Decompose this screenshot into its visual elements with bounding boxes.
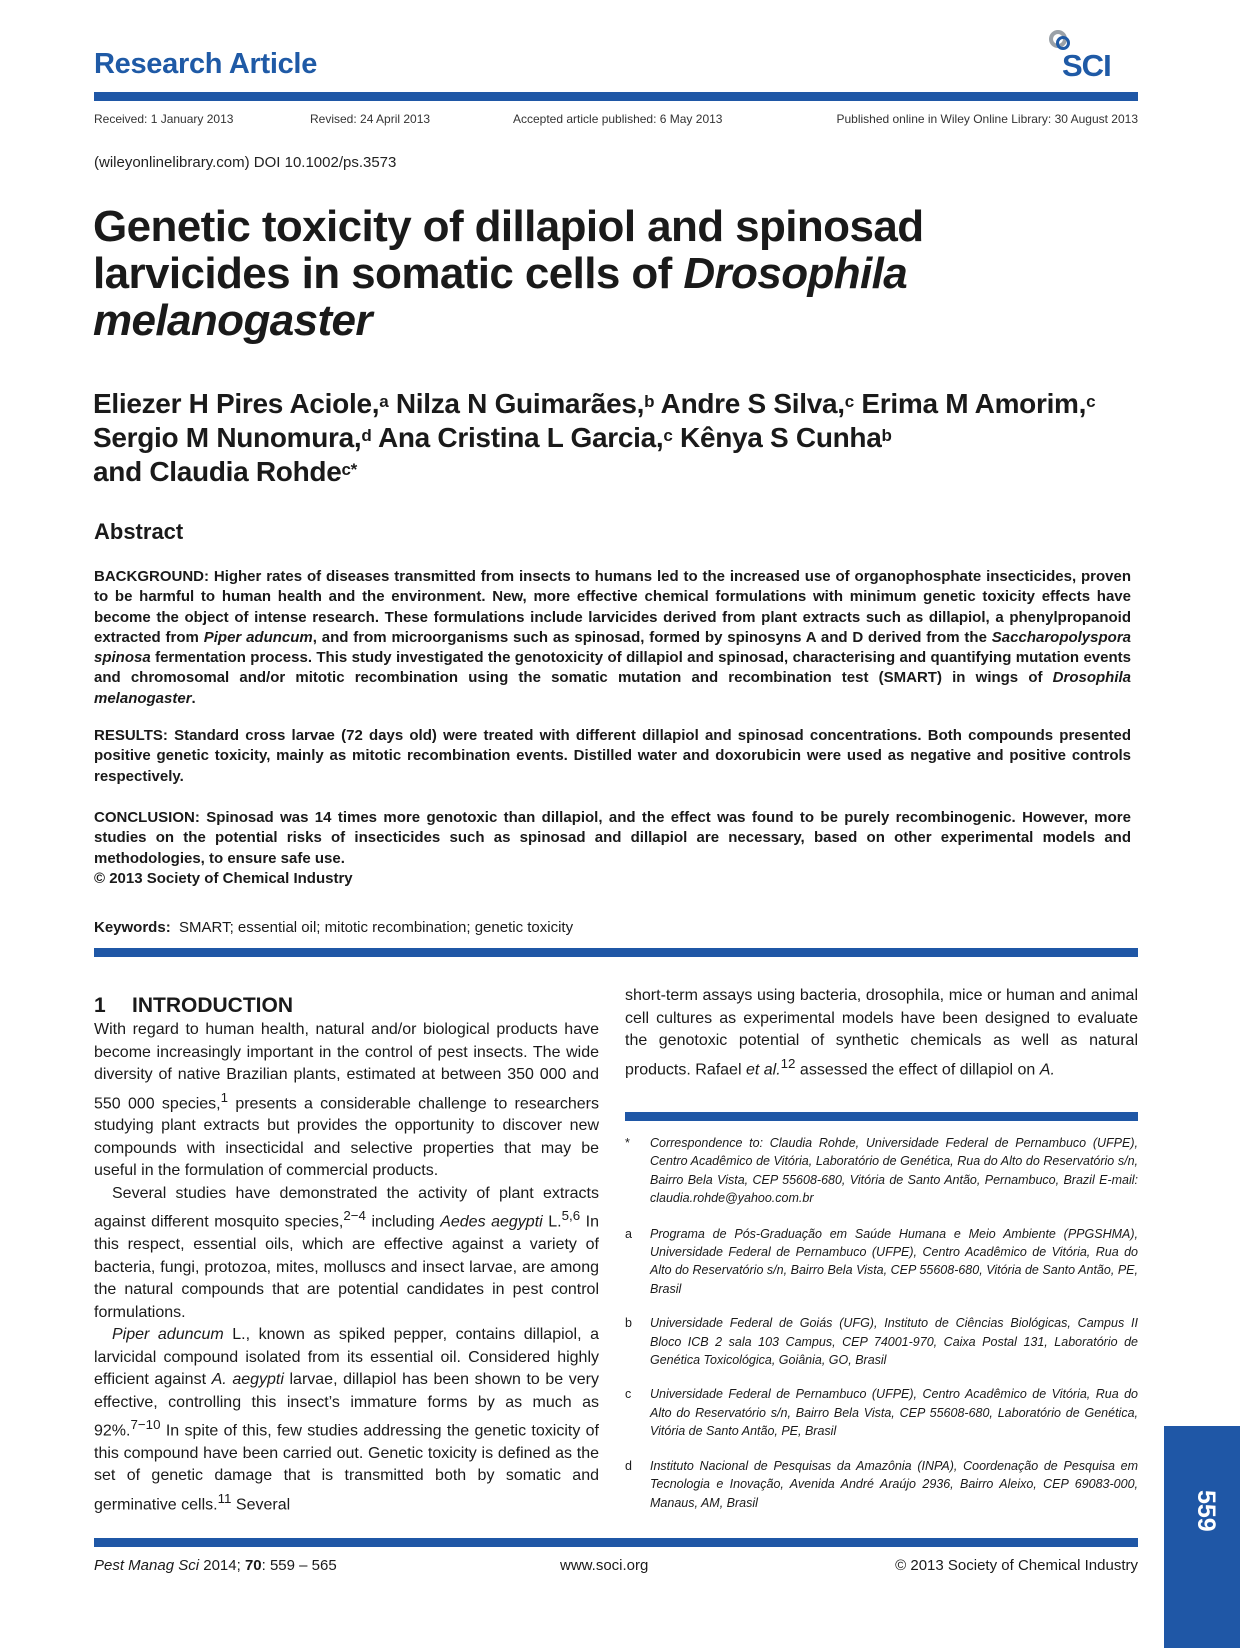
author: Andre S Silva, — [660, 388, 845, 419]
journal-type-label: Research Article — [94, 48, 318, 80]
intro-italic: Piper aduncum — [112, 1326, 224, 1344]
date-published: Published online in Wiley Online Library: 30 August 2013 — [836, 112, 1138, 126]
abstract-text: fermentation process. This study investigated the genotoxicity of dillapiol and spinosad, characterising and quantifying mutation events and chromosomal and/or mitotic recombination using the somatic mutation and recombination test (SMART) in wings of — [94, 649, 1131, 687]
keywords-line — [94, 919, 573, 936]
author-affiliation: c — [844, 392, 854, 411]
author: Ana Cristina L Garcia, — [377, 422, 664, 453]
abstract-text: . — [191, 689, 196, 707]
author-list — [93, 387, 1143, 489]
title-line-1: Genetic toxicity of dillapiol and spinosad — [93, 202, 924, 251]
abstract-rule — [94, 948, 1138, 957]
citation: 7−10 — [130, 1417, 161, 1433]
intro-text: L. — [542, 1213, 562, 1231]
date-received: Received: 1 January 2013 — [94, 112, 234, 126]
keywords-label: Keywords: — [94, 919, 171, 936]
intro-right-column — [625, 985, 1138, 1081]
footnote-text: Universidade Federal de Pernambuco (UFPE), Centro Acadêmico de Vitória, Rua do Alto do Reservatório s/n, Bairro Bela Vista, CEP 55608-680, Laboratório de Genética, Vitória de Santo Antão, PE, Brasil — [650, 1387, 1138, 1439]
abstract-italic: Piper aduncum — [203, 628, 313, 646]
intro-paragraph — [94, 1324, 599, 1517]
title-line-3 — [93, 297, 1093, 344]
intro-paragraph — [94, 1019, 599, 1183]
author: and Claudia Rohde — [93, 456, 342, 487]
abstract-italic: Drosophila melanogaster — [94, 669, 1131, 707]
intro-text: short-term assays using bacteria, drosophila, mice or human and animal cell cultures as experimental models have been designed to evaluate the genotoxic potential of synthetic chemicals as well as natural products. Rafael — [625, 987, 1138, 1078]
citation: 2−4 — [343, 1208, 366, 1224]
footer-pages: : 559 – 565 — [261, 1557, 337, 1574]
footnote — [625, 1314, 1138, 1369]
intro-italic: et al. — [745, 1060, 781, 1078]
footnote-text: Programa de Pós-Graduação em Saúde Humana e Meio Ambiente (PPGSHMA), Universidade Federal de Pernambuco (UFPE), Centro Acadêmico de Vitória, Rua do Alto do Reservatório s/n, Bairro Bela Vista, CEP 55608-680, Vitória de Santo Antão, PE, Brasil — [650, 1226, 1138, 1296]
title-line-3-italic: melanogaster — [93, 296, 372, 345]
intro-text: In spite of this, few studies addressing the genetic toxicity of this compound have been carried out. Genetic toxicity is defined as the set of genetic damage that is transmitted both by somatic and germinative cells. — [94, 1422, 599, 1514]
date-accepted: Accepted article published: 6 May 2013 — [513, 112, 723, 126]
footnote-text: Correspondence to: Claudia Rohde, Universidade Federal de Pernambuco (UFPE), Centro Acadêmico de Vitória, Laboratório de Genética, Rua do Alto do Reservatório s/n, Bairro Bela Vista, CEP 55608-680, Vitória de Santo Antão, Pernambuco, Brazil E-mail: claudia.rohde@yahoo.com.br — [650, 1136, 1138, 1206]
author-affiliation: c — [663, 426, 673, 445]
header-rule — [94, 92, 1138, 101]
intro-text: With regard to human health, natural and/or biological products have become increasingly important in the control of pest insects. The wide diversity of native Brazilian plants, estimated at between 350 000 and 550 000 species, — [94, 1021, 599, 1112]
footer-journal: Pest Manag Sci — [94, 1557, 200, 1574]
author-affiliation: c* — [341, 460, 357, 479]
section-title: INTRODUCTION — [132, 994, 293, 1017]
intro-text: Several studies have demonstrated the activity of plant extracts against different mosquito species, — [94, 1184, 599, 1231]
citation: 11 — [217, 1490, 232, 1506]
logo-text: SCI — [1062, 48, 1111, 83]
footnote-text: Universidade Federal de Goiás (UFG), Instituto de Ciências Biológicas, Campus II Bloco ICB 2 sala 103 Campus, CEP 74001-970, Caixa Postal 131, Laboratório de Genética Toxicológica, Goiânia, GO, Brasil — [650, 1316, 1138, 1368]
intro-text: assessed the effect of dillapiol on — [795, 1060, 1040, 1078]
intro-text: presents a considerable challenge to researchers studying plant extracts but provides the opportunity to discover new compounds with insecticidal and selective properties that may be useful in the formulation of commercial products. — [94, 1094, 600, 1180]
author-affiliation: b — [644, 392, 655, 411]
article-title — [93, 203, 1093, 344]
footnote-text: Instituto Nacional de Pesquisas da Amazônia (INPA), Coordenação de Pesquisa em Tecnologia e Inovação, Avenida André Araújo 2936, Bairro Aleixo, CEP 69083-000, Manaus, AM, Brasil — [650, 1458, 1138, 1510]
abstract-copyright: © 2013 Society of Chemical Industry — [94, 869, 353, 887]
intro-italic: A. — [1039, 1060, 1055, 1078]
intro-text: L., known as spiked pepper, contains dillapiol, a larvicidal compound isolated from its essential oil. Considered highly efficient against — [94, 1326, 600, 1389]
keywords-value: SMART; essential oil; mitotic recombination; genetic toxicity — [179, 919, 574, 936]
footnote — [625, 1385, 1138, 1440]
footer-rule — [94, 1538, 1138, 1547]
abstract-conclusion — [94, 808, 1131, 889]
abstract-text: , and from microorganisms such as spinosad, formed by spinosyns A and D derived from the — [312, 628, 992, 646]
abstract-heading: Abstract — [94, 519, 184, 544]
footnote-rule — [625, 1112, 1138, 1121]
author: Erima M Amorim, — [861, 388, 1087, 419]
doi-line: (wileyonlinelibrary.com) DOI 10.1002/ps.3573 — [94, 154, 397, 171]
footnote — [625, 1457, 1138, 1512]
page-number: 559 — [1192, 1490, 1220, 1532]
footnote — [625, 1225, 1138, 1299]
sci-logo — [1048, 28, 1130, 82]
footer-volume: 70 — [244, 1557, 262, 1574]
intro-italic: Aedes aegypti — [440, 1213, 543, 1231]
intro-paragraph — [94, 1183, 599, 1324]
footnote-mark: * — [625, 1136, 630, 1150]
footnote — [625, 1134, 1138, 1208]
intro-text: Several — [231, 1496, 291, 1514]
abstract-background — [94, 567, 1131, 709]
abstract-text: BACKGROUND: Higher rates of diseases transmitted from insects to humans led to the increased use of organophosphate insecticides, proven to be harmful to human health and the environment. New, more effective chemical formulations with minimum genetic toxicity effects have become the object of intense research. These formulations include larvicides derived from plant extracts such as dillapiol, a phenylpropanoid extracted from — [94, 568, 1131, 646]
footer-copyright: © 2013 Society of Chemical Industry — [895, 1557, 1138, 1574]
citation: 12 — [780, 1055, 796, 1071]
title-line-2-italic: Drosophila — [683, 249, 908, 298]
footer-site-link[interactable]: www.soci.org — [560, 1557, 649, 1574]
author: Nilza N Guimarães, — [395, 388, 645, 419]
section-heading-introduction — [94, 994, 293, 1018]
intro-text: larvae, dillapiol has been shown to be very effective, controlling this insect’s immature forms by as much as 92%. — [94, 1371, 599, 1440]
footnote-mark: b — [625, 1316, 632, 1331]
intro-italic: A. aegypti — [211, 1371, 284, 1389]
author-affiliation: a — [379, 392, 389, 411]
intro-left-column — [94, 1019, 599, 1517]
footnotes — [625, 1134, 1138, 1512]
title-line-2-plain: larvicides in somatic cells of — [93, 249, 684, 298]
citation: 1 — [220, 1089, 229, 1105]
footer-citation — [94, 1557, 337, 1574]
abstract-conclusion-text: CONCLUSION: Spinosad was 14 times more genotoxic than dillapiol, and the effect was found to be purely recombinogenic. However, more studies on the potential risks of insecticides such as spinosad and dillapiol are necessary, based on other experimental models and methodologies, to ensure safe use. — [94, 809, 1131, 867]
author-affiliation: c — [1086, 392, 1096, 411]
abstract-italic: Saccharopolyspora spinosa — [94, 628, 1131, 667]
intro-text: In this respect, essential oils, which are effective against a variety of bacteria, fungi, protozoa, mites, molluscs and insect larvae, are among the natural compounds that are potential candidates in pest control formulations. — [94, 1213, 600, 1321]
author: Kênya S Cunha — [680, 422, 882, 453]
footer-year: 2014; — [199, 1557, 245, 1574]
author: Sergio M Nunomura, — [93, 422, 362, 453]
date-revised: Revised: 24 April 2013 — [310, 112, 431, 126]
citation: 5,6 — [561, 1208, 581, 1224]
author: Eliezer H Pires Aciole, — [93, 388, 380, 419]
footnote-mark: c — [625, 1387, 632, 1402]
page-number-tab — [1164, 1426, 1240, 1648]
author-affiliation: d — [361, 426, 372, 445]
author-affiliation: b — [881, 426, 892, 445]
intro-text: including — [365, 1213, 441, 1231]
footnote-mark: d — [625, 1458, 632, 1473]
footnote-mark: a — [625, 1226, 632, 1241]
section-number: 1 — [94, 994, 106, 1017]
abstract-results: RESULTS: Standard cross larvae (72 days old) were treated with different dillapiol and spinosad concentrations. Both compounds presented positive genetic toxicity, mainly as mitotic recombination events. Distilled water and doxorubicin were used as negative and positive controls respectively. — [94, 727, 1131, 785]
title-line-2 — [93, 250, 1093, 297]
